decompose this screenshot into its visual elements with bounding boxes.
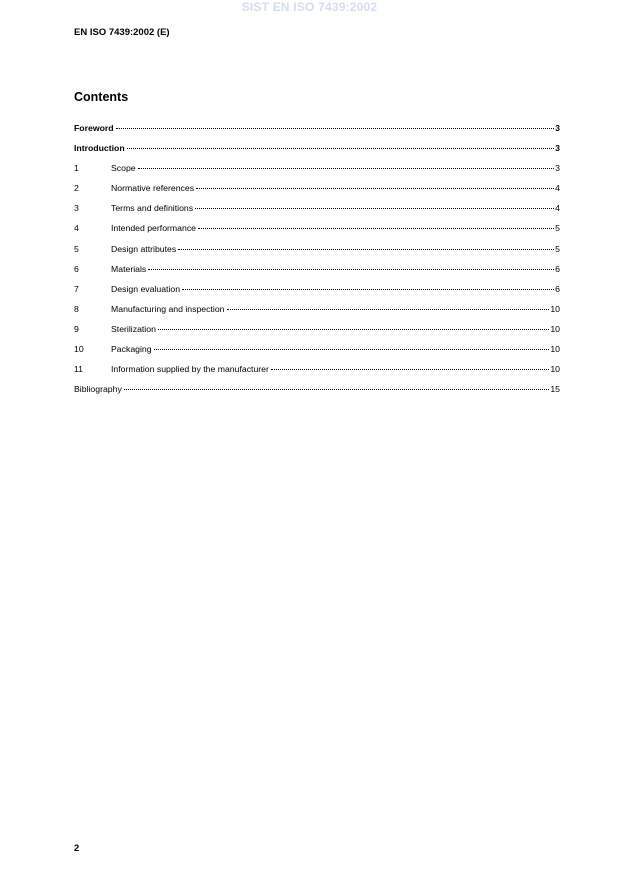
toc-entry-page: 10 [550,303,560,314]
toc-entry-design-attributes[interactable] [74,242,560,262]
toc-entry-number: 6 [74,263,79,274]
toc-entry-page: 5 [555,243,560,254]
toc-leader-dots [198,227,554,229]
toc-entry-page: 5 [555,223,560,234]
toc-leader-dots [124,388,550,390]
toc-entry-manufacturing-and-inspection[interactable] [74,302,560,322]
toc-entry-title: Manufacturing and inspection [111,303,225,314]
toc-leader-dots [196,187,554,189]
toc-entry-intended-performance[interactable] [74,221,560,241]
toc-entry-number: 2 [74,183,79,194]
watermark: SIST EN ISO 7439:2002 [241,0,378,14]
toc-entry-page: 3 [555,143,560,154]
toc-leader-dots [158,328,549,330]
toc-entry-title: Introduction [74,143,125,154]
toc-entry-page: 15 [550,384,560,395]
toc-entry-number: 11 [74,364,84,375]
toc-entry-page: 10 [550,364,560,375]
toc-leader-dots [148,268,554,270]
toc-entry-normative-references[interactable] [74,181,560,201]
toc-entry-sterilization[interactable] [74,322,560,342]
toc-leader-dots [178,248,554,250]
table-of-contents [74,121,560,402]
toc-entry-page: 4 [555,203,560,214]
toc-entry-page: 4 [555,183,560,194]
toc-entry-number: 5 [74,243,79,254]
toc-entry-page: 3 [555,123,560,133]
toc-entry-terms-and-definitions[interactable] [74,201,560,221]
toc-leader-dots [154,348,550,350]
toc-entry-materials[interactable] [74,262,560,282]
toc-leader-dots [127,147,554,149]
toc-entry-title: Materials [111,263,147,274]
toc-entry-packaging[interactable] [74,342,560,362]
toc-entry-number: 8 [74,303,79,314]
toc-entry-title: Sterilization [111,323,156,334]
toc-entry-title: Intended performance [111,223,197,234]
toc-entry-title: Scope [111,163,136,174]
page-number: 2 [74,843,80,854]
toc-entry-information-supplied[interactable] [74,362,560,382]
toc-entry-foreword[interactable] [74,121,560,141]
toc-entry-number: 3 [74,203,79,214]
toc-entry-title: Normative references [111,183,195,194]
toc-entry-page: 6 [555,283,560,294]
toc-entry-page: 10 [550,344,560,355]
document-header: EN ISO 7439:2002 (E) [74,27,170,38]
toc-leader-dots [138,167,555,169]
toc-leader-dots [271,368,549,370]
toc-leader-dots [182,288,554,290]
toc-entry-number: 7 [74,283,79,294]
toc-entry-number: 4 [74,223,79,234]
toc-entry-page: 6 [555,263,560,274]
toc-entry-scope[interactable] [74,161,560,181]
contents-heading: Contents [74,90,129,104]
toc-leader-dots [227,308,550,310]
toc-entry-page: 10 [550,323,560,334]
toc-entry-design-evaluation[interactable] [74,282,560,302]
toc-entry-bibliography[interactable] [74,382,560,402]
toc-leader-dots [195,207,554,209]
toc-entry-title: Design attributes [111,243,177,254]
toc-entry-title: Design evaluation [111,283,181,294]
toc-entry-title: Packaging [111,344,152,355]
toc-entry-page: 3 [555,163,560,174]
toc-entry-number: 1 [74,163,79,174]
toc-entry-introduction[interactable] [74,141,560,161]
toc-entry-title: Foreword [74,123,114,133]
toc-entry-title: Bibliography [74,384,122,395]
toc-entry-title: Terms and definitions [111,203,194,214]
toc-entry-number: 10 [74,344,84,355]
toc-entry-number: 9 [74,323,79,334]
toc-entry-title: Information supplied by the manufacturer [111,364,269,375]
toc-leader-dots [116,127,555,129]
